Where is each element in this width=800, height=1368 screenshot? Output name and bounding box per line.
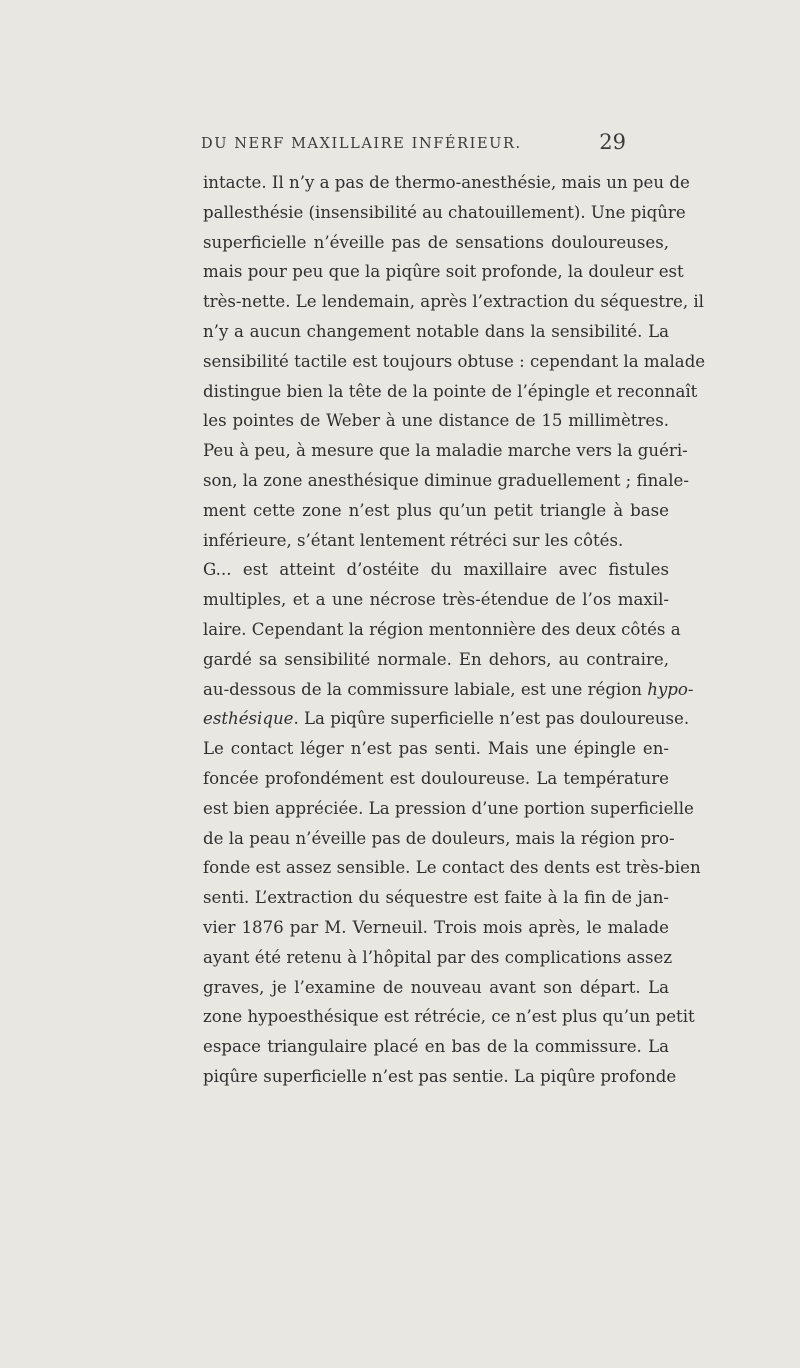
text-segment: au-dessous de la commissure labiale, est une région <box>203 679 648 699</box>
text-line: pallesthésie (insensibilité au chatouillement). Une piqûre <box>203 202 686 222</box>
text-line: zone hypoesthésique est rétrécie, ce n’est plus qu’un petit <box>203 1007 695 1027</box>
text-line: n’y a aucun changement notable dans la sensibilité. La <box>203 321 669 341</box>
text-line: gardé sa sensibilité normale. En dehors, au contraire, <box>203 649 669 669</box>
italic-term: esthésique <box>203 709 294 729</box>
text-segment: . La piqûre superficielle n’est pas douloureuse. <box>293 709 690 729</box>
text-line: distingue bien la tête de la pointe de l’épingle et reconnaît <box>203 381 698 401</box>
running-title: DU NERF MAXILLAIRE INFÉRIEUR. <box>201 136 522 152</box>
text-line: vier 1876 par M. Verneuil. Trois mois après, le malade <box>203 917 669 937</box>
text-line: senti. L’extraction du séquestre est faite à la fin de jan- <box>203 888 669 908</box>
text-line: ayant été retenu à l’hôpital par des complications assez <box>203 947 673 967</box>
text-line: très-nette. Le lendemain, après l’extraction du séquestre, il <box>203 292 704 312</box>
text-line: ment cette zone n’est plus qu’un petit triangle à base <box>203 500 669 520</box>
text-line: espace triangulaire placé en bas de la commissure. La <box>203 1037 669 1057</box>
text-line: les pointes de Weber à une distance de 15 millimètres. <box>203 411 669 431</box>
text-line: sensibilité tactile est toujours obtuse : cependant la malade <box>203 351 706 371</box>
text-line: de la peau n’éveille pas de douleurs, mais la région pro- <box>203 828 675 848</box>
text-line: Le contact léger n’est pas senti. Mais une épingle en- <box>203 739 669 759</box>
text-line: laire. Cependant la région mentonnière des deux côtés a <box>203 619 681 639</box>
text-line: fonde est assez sensible. Le contact des dents est très-bien <box>203 858 701 878</box>
text-line: superficielle n’éveille pas de sensations douloureuses, <box>203 232 669 252</box>
text-line: G... est atteint d’ostéite du maxillaire avec fistules <box>203 560 669 580</box>
page-number: 29 <box>599 130 626 154</box>
text-line-mixed <box>203 675 694 705</box>
text-line: est bien appréciée. La pression d’une portion superficielle <box>203 798 694 818</box>
italic-term: hypo- <box>647 679 694 699</box>
text-line: son, la zone anesthésique diminue graduellement ; finale- <box>203 470 689 490</box>
text-line: foncée profondément est douloureuse. La température <box>203 768 669 788</box>
body-text <box>203 168 706 1092</box>
text-line: graves, je l’examine de nouveau avant son départ. La <box>203 977 669 997</box>
text-line: Peu à peu, à mesure que la maladie marche vers la guéri- <box>203 441 688 461</box>
text-line: intacte. Il n’y a pas de thermo-anesthésie, mais un peu de <box>203 173 690 192</box>
text-line: mais pour peu que la piqûre soit profonde, la douleur est <box>203 262 684 282</box>
text-line: inférieure, s’étant lentement rétréci sur les côtés. <box>203 530 624 550</box>
page-header <box>201 130 626 162</box>
text-line: piqûre superficielle n’est pas sentie. La piqûre profonde <box>203 1066 677 1086</box>
text-line: multiples, et a une nécrose très-étendue de l’os maxil- <box>203 590 669 610</box>
text-line-mixed <box>203 704 690 734</box>
